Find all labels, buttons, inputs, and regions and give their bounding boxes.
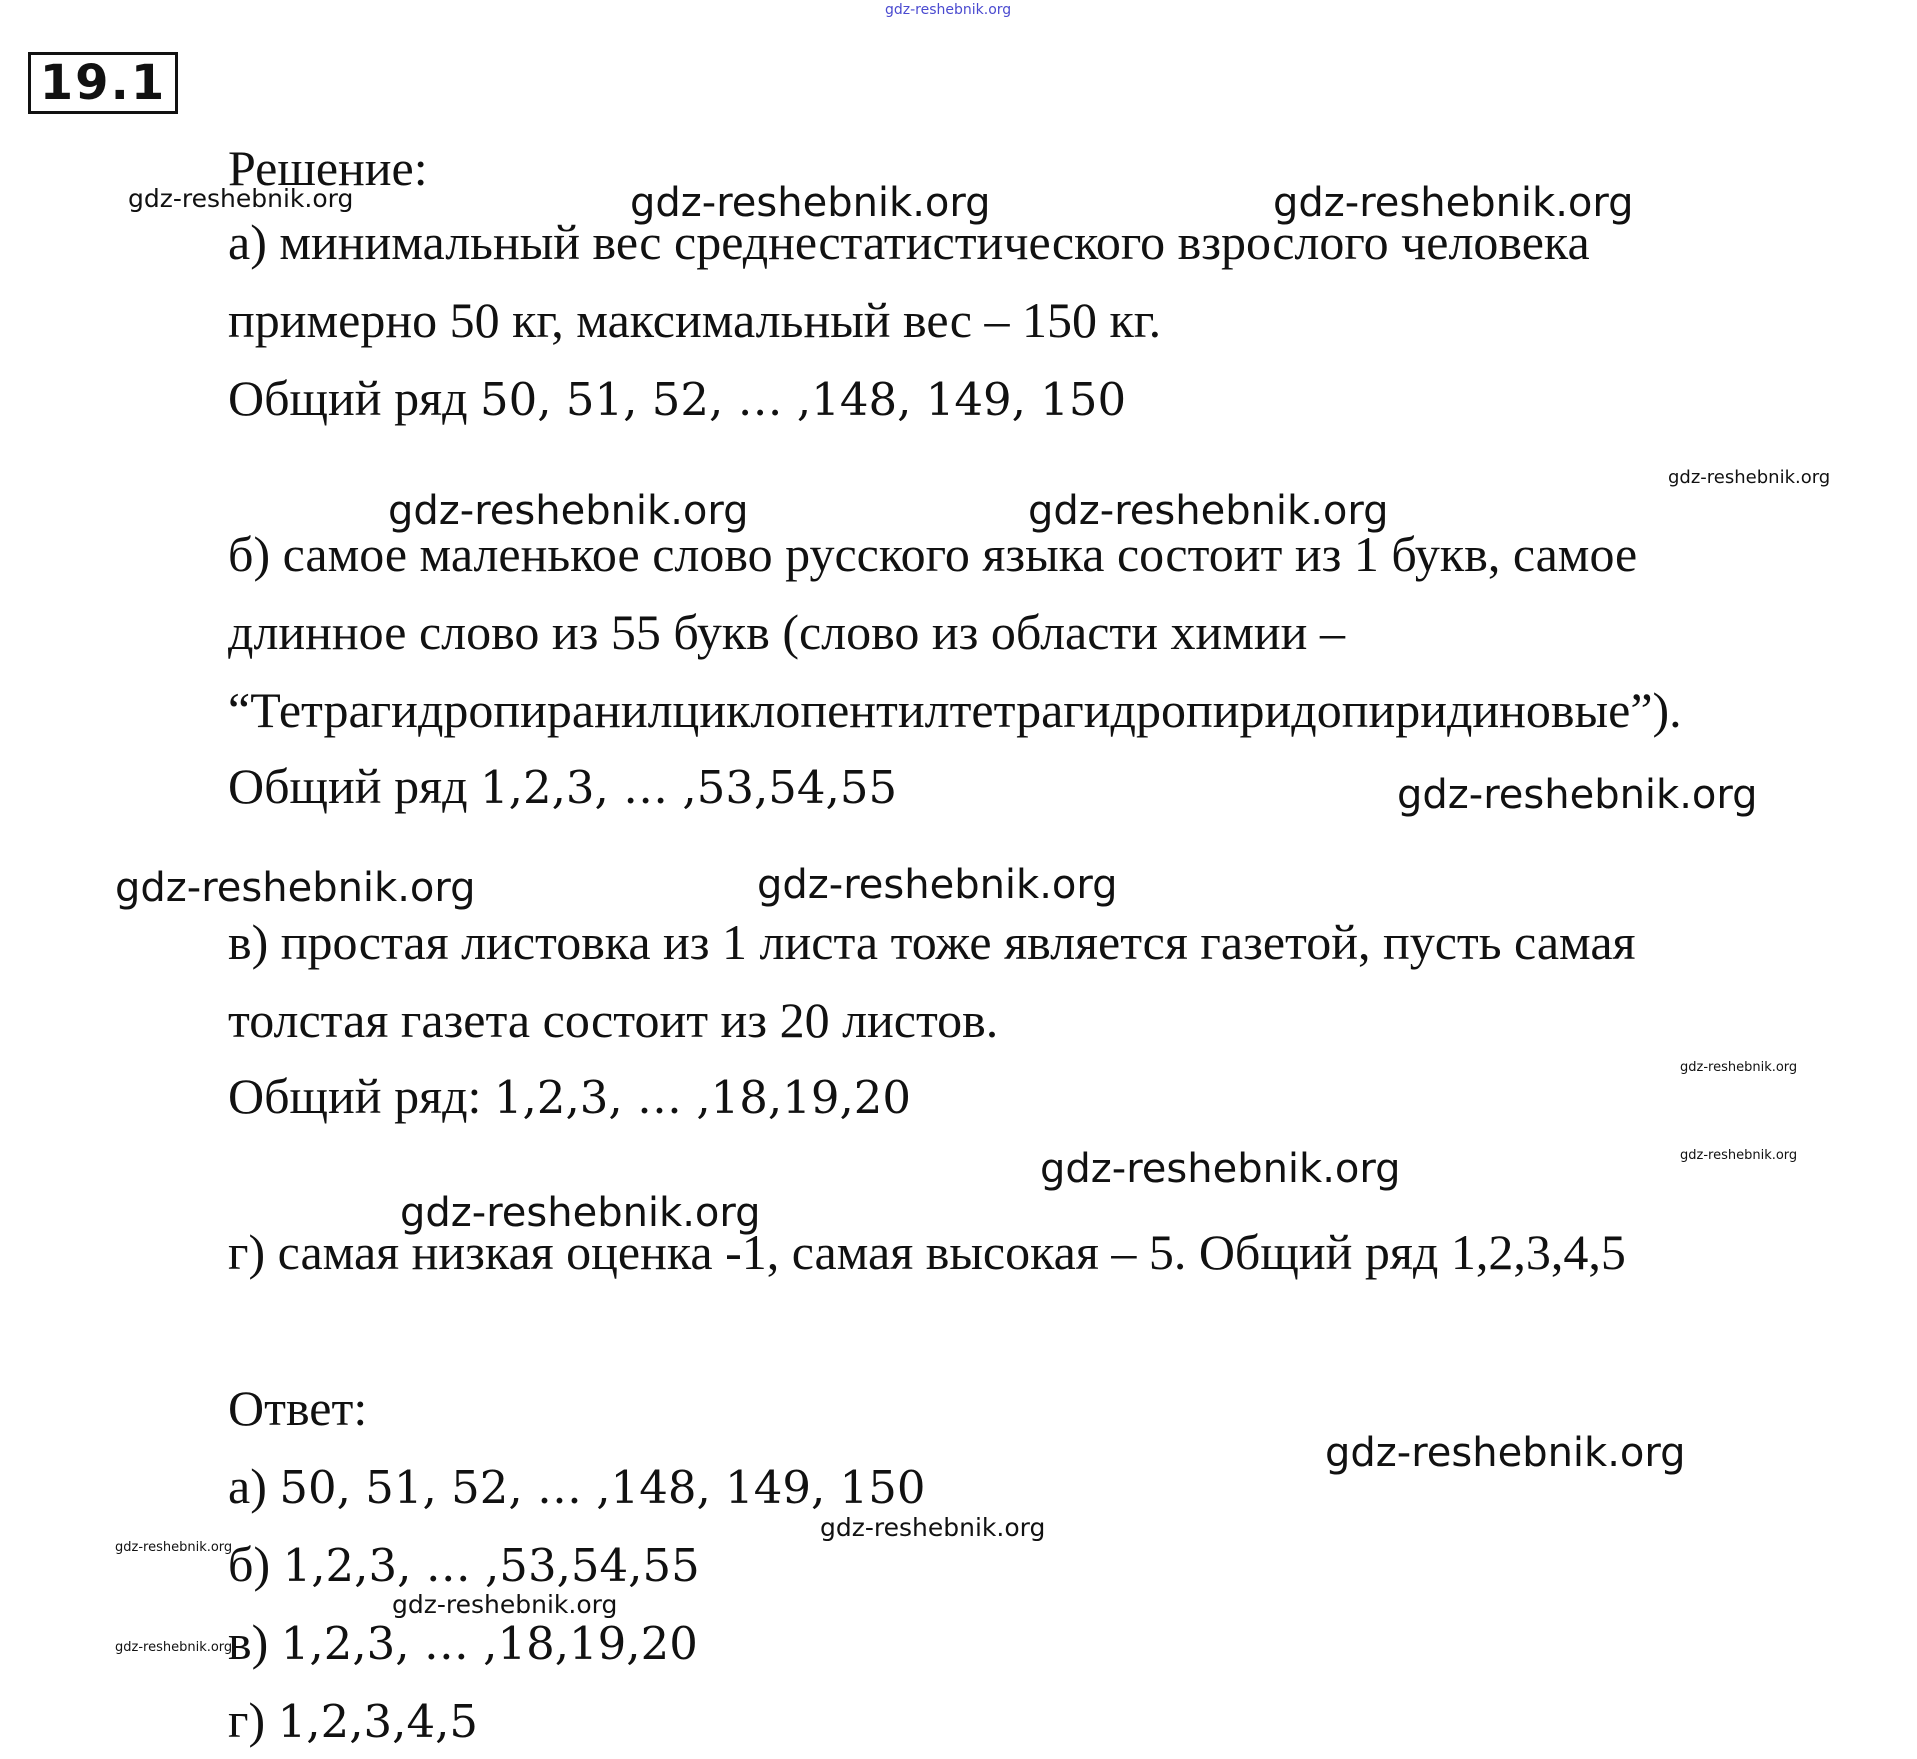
watermark: gdz-reshebnik.org xyxy=(1040,1146,1401,1192)
watermark: gdz-reshebnik.org xyxy=(115,1640,233,1655)
solution-b-line-2: длинное слово из 55 букв (слово из области химии – xyxy=(228,604,1345,660)
watermark: gdz-reshebnik.org xyxy=(885,2,1012,18)
watermark: gdz-reshebnik.org xyxy=(630,180,991,226)
answer-heading: Ответ: xyxy=(228,1380,368,1436)
answer-label: а) xyxy=(228,1458,280,1514)
watermark: gdz-reshebnik.org xyxy=(1325,1430,1686,1476)
watermark: gdz-reshebnik.org xyxy=(1680,1148,1798,1163)
watermark: gdz-reshebnik.org xyxy=(388,488,749,534)
solution-v-series xyxy=(228,1066,911,1128)
solution-b-line-1: б) самое маленькое слово русского языка состоит из 1 букв, самое xyxy=(228,526,1638,582)
watermark: gdz-reshebnik.org xyxy=(1680,1060,1798,1075)
watermark: gdz-reshebnik.org xyxy=(1028,488,1389,534)
solution-g-line: г) самая низкая оценка -1, самая высокая – 5. Общий ряд 1,2,3,4,5 xyxy=(228,1224,1626,1280)
solution-v-line-1: в) простая листовка из 1 листа тоже является газетой, пусть самая xyxy=(228,914,1636,970)
solution-a-line-2: примерно 50 кг, максимальный вес – 150 кг. xyxy=(228,292,1162,348)
series-values: 1,2,3, … ,53,54,55 xyxy=(480,761,898,814)
solution-b-line-3: “Тетрагидропиранилциклопентилтетрагидропиридопиридиновые”). xyxy=(228,682,1682,738)
answer-value: 1,2,3, … ,18,19,20 xyxy=(280,1617,698,1670)
answer-value: 1,2,3, … ,53,54,55 xyxy=(282,1539,700,1592)
answer-value: 1,2,3,4,5 xyxy=(277,1695,479,1748)
answer-item-g xyxy=(228,1690,478,1752)
watermark: gdz-reshebnik.org xyxy=(1668,467,1831,488)
watermark: gdz-reshebnik.org xyxy=(757,862,1118,908)
watermark: gdz-reshebnik.org xyxy=(1273,180,1634,226)
answer-label: б) xyxy=(228,1536,283,1592)
series-label: Общий ряд xyxy=(228,370,481,426)
answer-item-b xyxy=(228,1534,700,1596)
answer-item-a xyxy=(228,1456,925,1518)
answer-label: г) xyxy=(228,1692,278,1748)
answer-item-v xyxy=(228,1612,698,1674)
watermark: gdz-reshebnik.org xyxy=(115,865,476,911)
solution-a-line-1: а) минимальный вес среднестатистического взрослого человека xyxy=(228,214,1590,270)
watermark: gdz-reshebnik.org xyxy=(115,1540,233,1555)
watermark: gdz-reshebnik.org xyxy=(392,1590,618,1619)
answer-label: в) xyxy=(228,1614,281,1670)
solution-b-series xyxy=(228,756,897,818)
series-values: 1,2,3, … ,18,19,20 xyxy=(493,1071,912,1124)
watermark: gdz-reshebnik.org xyxy=(128,184,354,213)
series-values: 50, 51, 52, … ,148, 149, 150 xyxy=(480,373,1127,426)
problem-number: 19.1 xyxy=(28,52,178,114)
series-label: Общий ряд xyxy=(228,758,481,814)
answer-value: 50, 51, 52, … ,148, 149, 150 xyxy=(279,1461,926,1514)
series-label: Общий ряд: xyxy=(228,1068,494,1124)
watermark: gdz-reshebnik.org xyxy=(1397,772,1758,818)
watermark: gdz-reshebnik.org xyxy=(400,1190,761,1236)
watermark: gdz-reshebnik.org xyxy=(820,1513,1046,1542)
solution-heading: Решение: xyxy=(228,140,428,196)
solution-a-series xyxy=(228,368,1126,430)
solution-v-line-2: толстая газета состоит из 20 листов. xyxy=(228,992,999,1048)
